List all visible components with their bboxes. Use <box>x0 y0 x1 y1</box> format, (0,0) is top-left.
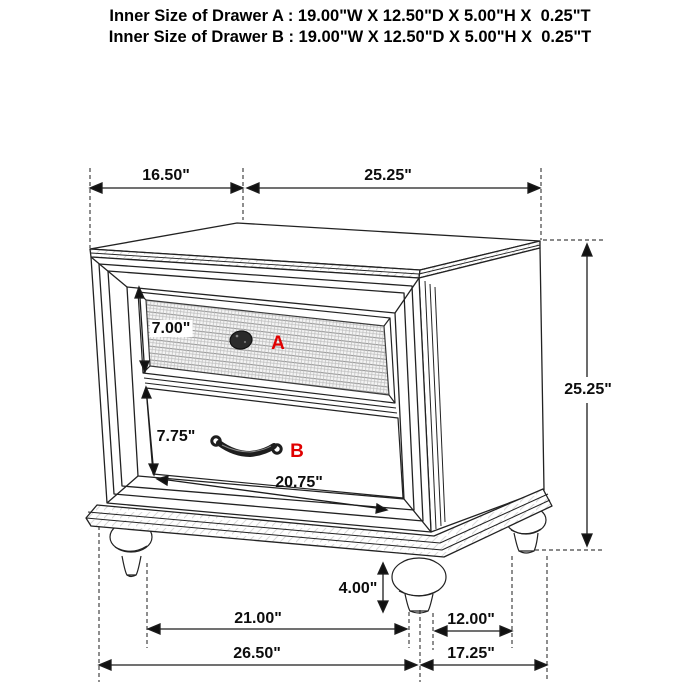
title-line-drawer-a: Inner Size of Drawer A : 19.00"W X 12.50"D X 5.00"H X 0.25"T <box>109 7 591 25</box>
overall-depth-dimension-label: 17.25" <box>447 645 495 662</box>
drawer-b-letter-label: B <box>290 441 304 462</box>
title-block <box>0 6 700 48</box>
drawer-b-height-dimension-label: 7.75" <box>156 428 196 445</box>
dim-arrow-top-depth <box>90 183 243 193</box>
side-leg-span-dimension-label: 12.00" <box>447 611 495 628</box>
drawer-width-dimension-label: 20.75" <box>275 474 323 491</box>
drawer-a-letter-label: A <box>271 333 285 354</box>
cabinet-side-panel <box>419 248 544 532</box>
top-width-dimension-label: 25.25" <box>364 167 412 184</box>
title-line-drawer-b: Inner Size of Drawer B : 19.00"W X 12.50"D X 5.00"H X 0.25"T <box>108 28 592 46</box>
top-depth-dimension-label: 16.50" <box>142 167 190 184</box>
drawer-a-height-dimension-label: 7.00" <box>151 320 191 337</box>
dim-arrow-foot-height <box>378 563 388 612</box>
overall-height-dimension-label: 25.25" <box>564 381 612 398</box>
front-leg-span-dimension-label: 21.00" <box>234 610 282 627</box>
dim-arrow-top-width <box>247 183 540 193</box>
front-foot <box>392 558 446 613</box>
foot-height-dimension-label: 4.00" <box>338 580 378 597</box>
overall-width-dimension-label: 26.50" <box>233 645 281 662</box>
